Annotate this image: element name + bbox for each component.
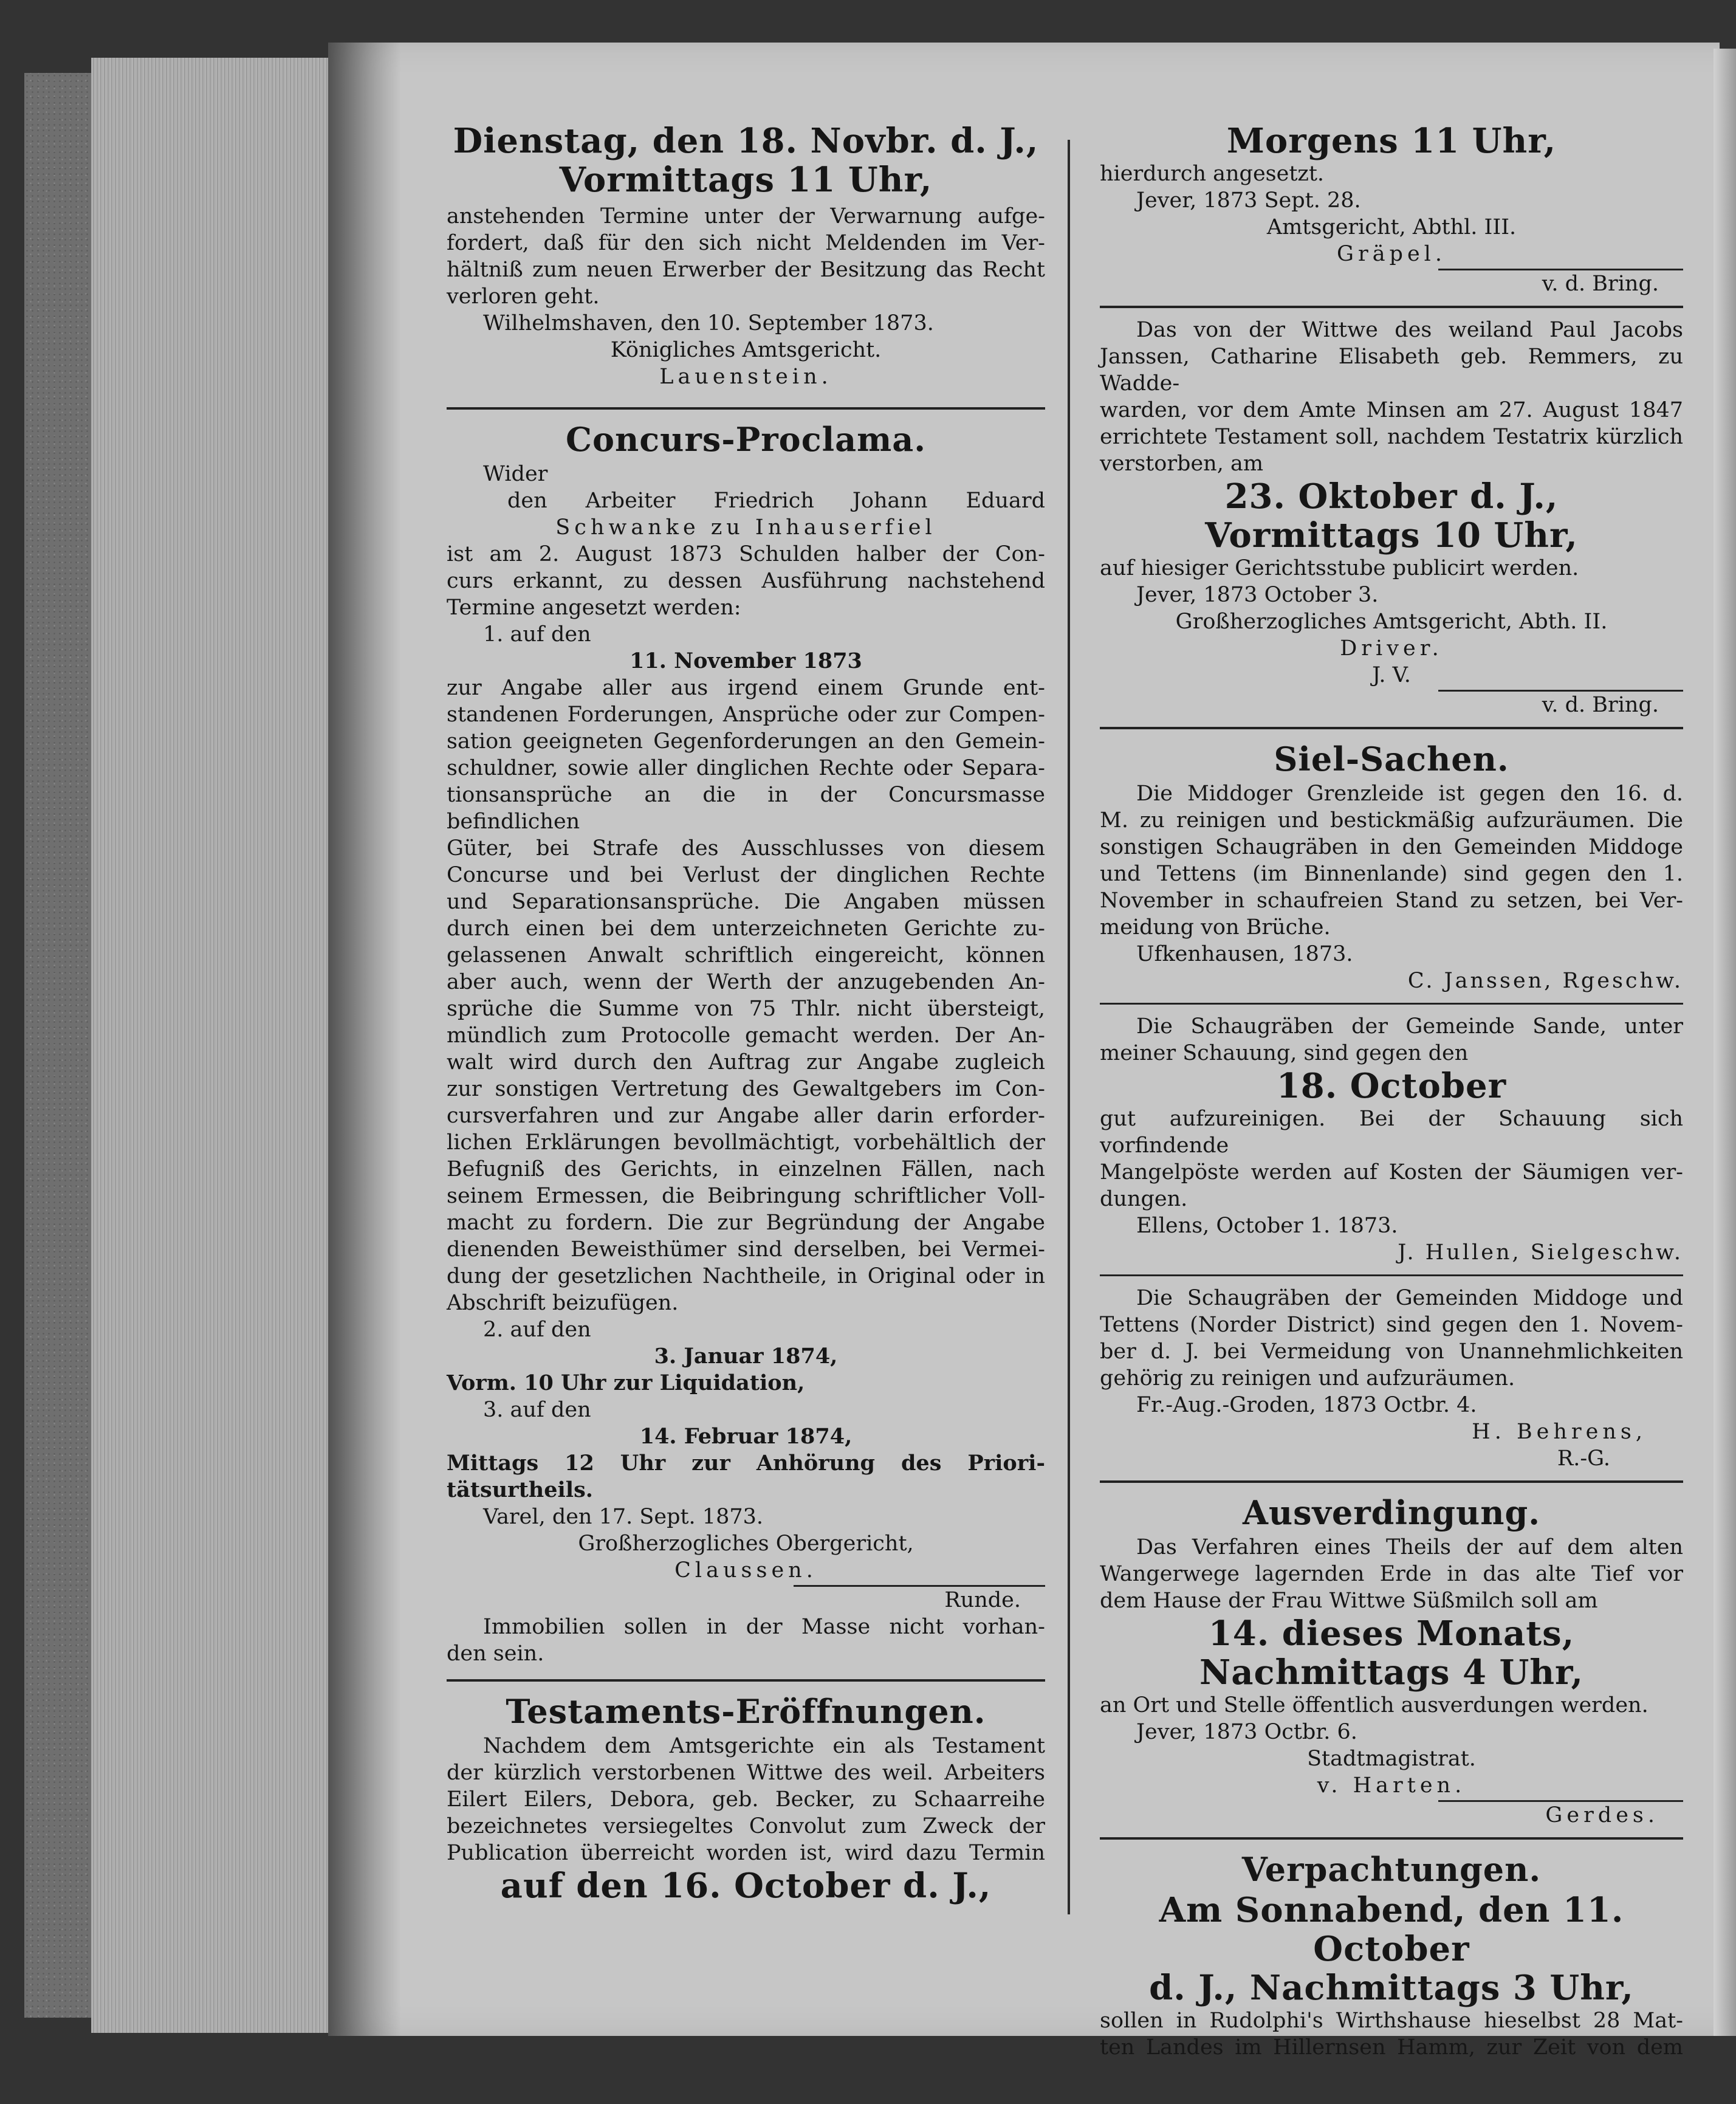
paragraph-d <box>1100 1285 1683 1392</box>
signature: Claussen. <box>674 1558 817 1583</box>
text-line: der kürzlich verstorbenen Wittwe des weil. Arbeiters <box>447 1761 1045 1785</box>
term-item-2: 2. auf den <box>483 1318 591 1342</box>
aus-date: 14. dieses Monats, <box>1208 1614 1575 1654</box>
text-line: curs erkannt, zu dessen Ausführung nachstehend <box>447 569 1045 593</box>
paragraph-b <box>1100 780 1683 941</box>
heading-testaments-eroeffnungen: Testaments-Eröffnungen. <box>506 1692 986 1731</box>
heading-ausverdingung: Ausverdingung. <box>1242 1493 1541 1532</box>
place-date: Jever, 1873 October 3. <box>1136 583 1379 607</box>
place-date: Jever, 1873 Octbr. 6. <box>1136 1720 1357 1744</box>
text-line: Wangerwege lagernden Erde in das alte Tief vor <box>1100 1562 1683 1586</box>
heading-concurs-proclama: Concurs-Proclama. <box>565 420 927 459</box>
clerk-signature: v. d. Bring. <box>1542 272 1659 296</box>
priority-line: Mittags 12 Uhr zur Anhörung des Priori- <box>447 1451 1045 1476</box>
gutter-shadow <box>328 43 401 2036</box>
text-line: macht zu fordern. Die zur Begründung der Angabe <box>447 1211 1045 1235</box>
clerk-signature: Runde. <box>944 1588 1021 1612</box>
text-line: Concurse und bei Verlust der dinglichen Rechte <box>447 863 1045 887</box>
paragraph-e <box>1100 1534 1683 1614</box>
text-line: Die Schaugräben der Gemeinde Sande, unter <box>1136 1014 1683 1039</box>
text-line: seinem Ermessen, die Beibringung schriftlicher Voll- <box>447 1184 1045 1208</box>
priority-line: tätsurtheils. <box>447 1477 593 1502</box>
text-line: an Ort und Stelle öffentlich ausverdungen werden. <box>1100 1693 1649 1717</box>
section-rule <box>447 1679 1045 1682</box>
text-line: sollen in Rudolphi's Wirthshause hieselbst 28 Mat- <box>1100 2009 1683 2033</box>
term-date-2: 3. Januar 1874, <box>654 1344 838 1369</box>
text-line: meidung von Brüche. <box>1100 915 1331 940</box>
text-line: gut aufzureinigen. Bei der Schauung sich vorfindende <box>1100 1107 1683 1158</box>
term-item-1: 1. auf den <box>483 622 591 647</box>
text-line: warden, vor dem Amte Minsen am 27. August 1847 <box>1100 398 1683 422</box>
paragraph-e <box>447 1733 1045 1866</box>
text-line: Termine angesetzt werden: <box>447 596 741 620</box>
text-line: Die Middoger Grenzleide ist gegen den 16. d. <box>1136 782 1683 806</box>
text-line: lichen Erklärungen bevollmächtigt, vorbehältlich der <box>447 1130 1045 1155</box>
signature: J. Hullen, Sielgeschw. <box>1398 1240 1683 1265</box>
text-line: errichtete Testament soll, nachdem Testatrix kürzlich <box>1100 425 1683 449</box>
lease-time: d. J., Nachmittags 3 Uhr, <box>1149 1968 1634 2008</box>
signature: Driver. <box>1340 636 1443 661</box>
text-line: schuldner, sowie aller dinglichen Rechte oder Separa- <box>447 756 1045 780</box>
paragraph-c <box>1100 1013 1683 1067</box>
place-date: Jever, 1873 Sept. 28. <box>1136 188 1361 213</box>
court-name: Großherzogliches Obergericht, <box>578 1532 914 1556</box>
text-line: walt wird durch den Auftrag zur Angabe zugleich <box>447 1050 1045 1074</box>
clerk-signature: v. d. Bring. <box>1542 693 1659 717</box>
text-line: dienenden Beweisthümer sind derselben, bei Vermei- <box>447 1237 1045 1262</box>
text-line: hierdurch angesetzt. <box>1100 162 1325 186</box>
place-date: Fr.-Aug.-Groden, 1873 Octbr. 4. <box>1136 1393 1477 1417</box>
paragraph-c <box>447 675 1045 1316</box>
text-line: aber auch, wenn der Werth der anzugebenden An- <box>447 970 1045 994</box>
paragraph-a <box>447 203 1045 310</box>
term-date-3: 14. Februar 1874, <box>639 1424 853 1449</box>
signature: Gräpel. <box>1337 242 1446 266</box>
text-line: Immobilien sollen in der Masse nicht vorhan- <box>483 1615 1045 1639</box>
text-line: gelassenen Anwalt schriftlich eingereicht, können <box>447 943 1045 968</box>
term-date-1: 11. November 1873 <box>630 648 862 673</box>
text-line: sonstigen Schaugräben in den Gemeinden Middoge <box>1100 835 1683 859</box>
text-line: Befugniß des Gerichts, in einzelnen Fällen, nach <box>447 1157 1045 1181</box>
term-item-3: 3. auf den <box>483 1398 591 1422</box>
text-line: sprüche die Summe von 75 Thlr. nicht übersteigt, <box>447 997 1045 1021</box>
text-line: standenen Forderungen, Ansprüche oder zur Compen- <box>447 703 1045 727</box>
signature: C. Janssen, Rgeschw. <box>1407 969 1683 993</box>
testament-date: 23. Oktober d. J., <box>1224 476 1559 517</box>
lease-date: Am Sonnabend, den 11. October <box>1159 1890 1624 1969</box>
text-line: Tettens (Norder District) sind gegen den 1. Novem- <box>1100 1313 1683 1337</box>
court-name: Amtsgericht, Abthl. III. <box>1266 215 1517 239</box>
text-line: dem Hause der Frau Wittwe Süßmilch soll am <box>1100 1589 1598 1613</box>
text-line: sation geeigneten Gegenforderungen an den Gemein- <box>447 729 1045 754</box>
place-date: Varel, den 17. Sept. 1873. <box>483 1505 763 1529</box>
section-rule <box>1100 1837 1683 1840</box>
liquidation-line: Vorm. 10 Uhr zur Liquidation, <box>447 1370 805 1395</box>
testament-time: Vormittags 10 Uhr, <box>1205 515 1578 555</box>
text-line: Eilert Eilers, Debora, geb. Becker, zu Schaarreihe <box>447 1787 1045 1812</box>
page-stack-edges <box>91 58 328 2033</box>
text-line: dungen. <box>1100 1187 1188 1211</box>
text-line: verstorben, am <box>1100 452 1264 476</box>
place-date: Ellens, October 1. 1873. <box>1136 1214 1398 1238</box>
text-line: Güter, bei Strafe des Ausschlusses von diesem <box>447 836 1045 861</box>
heading-verpachtungen: Verpachtungen. <box>1241 1850 1542 1889</box>
wider-label: Wider <box>483 462 548 486</box>
text-line: cursverfahren und zur Angabe aller darin erforder- <box>447 1104 1045 1128</box>
text-line: Publication überreicht worden ist, wird dazu Termin <box>447 1841 1045 1865</box>
final-date-line: auf den 16. October d. J., <box>500 1866 992 1906</box>
court-name: Großherzogliches Amtsgericht, Abth. II. <box>1175 610 1608 634</box>
text-line: und Tettens (im Binnenlande) sind gegen den 1. <box>1100 862 1683 886</box>
text-line: verloren geht. <box>447 284 600 309</box>
paragraph-d <box>447 1614 1045 1667</box>
next-page-edge <box>1714 49 1736 2036</box>
signature: H. Behrens, <box>1472 1420 1647 1444</box>
text-line: zur Angabe aller aus irgend einem Grunde ent- <box>447 676 1045 700</box>
text-line: Die Schaugräben der Gemeinden Middoge und <box>1136 1286 1683 1310</box>
book-cover-edge <box>24 73 91 2018</box>
text-line: anstehenden Termine unter der Verwarnung aufge- <box>447 204 1045 229</box>
text-line: Mangelpöste werden auf Kosten der Säumigen ver- <box>1100 1160 1683 1184</box>
text-line: Janssen, Catharine Elisabeth geb. Remmers, zu Wadde- <box>1100 345 1683 396</box>
text-line: durch einen bei dem unterzeichneten Gerichte zu- <box>447 916 1045 941</box>
text-line: M. zu reinigen und bestickmäßig aufzuräumen. Die <box>1100 808 1683 833</box>
signature: v. Harten. <box>1317 1773 1466 1798</box>
text-line: Das Verfahren eines Theils der auf dem alten <box>1136 1535 1683 1559</box>
headline-time: Morgens 11 Uhr, <box>1226 121 1557 161</box>
signature-title: R.-G. <box>1557 1446 1610 1471</box>
text-line: hältniß zum neuen Erwerber der Besitzung das Recht <box>447 258 1045 282</box>
aus-time: Nachmittags 4 Uhr, <box>1199 1652 1583 1693</box>
headline-time: Vormittags 11 Uhr, <box>559 160 933 200</box>
text-line: ist am 2. August 1873 Schulden halber der Con- <box>447 542 1045 566</box>
text-line: zur sonstigen Vertretung des Gewaltgebers im Con- <box>447 1077 1045 1101</box>
section-rule <box>1100 1274 1683 1276</box>
text-line: Das von der Wittwe des weiland Paul Jacobs <box>1136 318 1683 342</box>
text-line: fordert, daß für den sich nicht Meldenden im Ver- <box>447 231 1045 255</box>
text-line: und Separationsansprüche. Die Angaben müssen <box>447 890 1045 914</box>
left-column <box>447 122 1045 1905</box>
paragraph-c2 <box>1100 1105 1683 1212</box>
text-line: ber d. J. bei Vermeidung von Unannehmlichkeiten <box>1100 1339 1683 1364</box>
office-name: Stadtmagistrat. <box>1307 1747 1476 1771</box>
text-line: auf hiesiger Gerichtsstube publicirt werden. <box>1100 556 1579 580</box>
text-line: mündlich zum Protocolle gemacht werden. Der An- <box>447 1023 1045 1048</box>
signature: Lauenstein. <box>659 365 832 389</box>
section-rule <box>1100 1480 1683 1483</box>
place-date: Wilhelmshaven, den 10. September 1873. <box>483 311 934 335</box>
section-rule <box>447 407 1045 410</box>
place-date: Ufkenhausen, 1873. <box>1136 942 1353 966</box>
paragraph-a <box>1100 317 1683 477</box>
paragraph-g <box>1100 2007 1683 2061</box>
column-divider <box>1068 140 1070 1914</box>
text-line: tionsansprüche an die in der Concursmasse befindlichen <box>447 783 1045 834</box>
section-rule <box>1100 1003 1683 1005</box>
text-line: gehörig zu reinigen und aufzuräumen. <box>1100 1366 1515 1391</box>
court-name: Königliches Amtsgericht. <box>610 338 882 362</box>
text-line: Abschrift beizufügen. <box>447 1291 679 1315</box>
schau-date: 18. October <box>1276 1066 1507 1106</box>
text-line: meiner Schauung, sind gegen den <box>1100 1041 1469 1065</box>
text-line: bezeichnetes versiegeltes Convolut zum Zweck der <box>447 1814 1045 1838</box>
text-line: November in schaufreien Stand zu setzen, bei Ver- <box>1100 889 1683 913</box>
signature-initials: J. V. <box>1372 663 1411 687</box>
person-line: den Arbeiter Friedrich Johann Eduard <box>507 489 1045 513</box>
section-rule <box>1100 306 1683 308</box>
heading-siel-sachen: Siel-Sachen. <box>1274 740 1509 779</box>
text-line: dung der gesetzlichen Nachtheile, in Original oder in <box>447 1264 1045 1288</box>
right-column <box>1100 122 1683 2061</box>
paragraph-b <box>447 541 1045 621</box>
text-line: ten Landes im Hillernsen Hamm, zur Zeit von dem <box>1100 2035 1683 2060</box>
clerk-signature: Gerdes. <box>1545 1803 1659 1827</box>
text-line: den sein. <box>447 1642 544 1666</box>
section-rule <box>1100 727 1683 729</box>
headline-date: Dienstag, den 18. Novbr. d. J., <box>453 121 1039 161</box>
person-line: Schwanke zu Inhauserfiel <box>555 515 936 540</box>
text-line: Nachdem dem Amtsgerichte ein als Testament <box>483 1734 1045 1758</box>
